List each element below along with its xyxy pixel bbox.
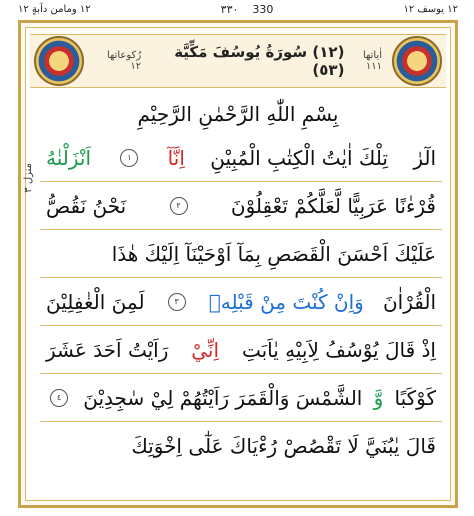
- verse-segment: الٓرٰ: [413, 145, 436, 170]
- verse-line: [40, 278, 442, 326]
- verse-segment: رَاَيْتُ اَحَدَ عَشَرَ: [46, 337, 169, 362]
- verse-segment: وَّ: [373, 385, 384, 410]
- header-right-label: ١٢ يوسف ١٢: [403, 3, 458, 15]
- verse-line: [40, 230, 442, 278]
- ornament-medallion-left-icon: [34, 36, 84, 86]
- header-left-label: ١٢ ومامن دآبةٍ ١٢: [18, 3, 91, 15]
- verse-segment: اَنْزَلْنٰهُ: [46, 145, 92, 170]
- ayah-number-marker: ١: [120, 149, 138, 167]
- ayah-number-marker: ٤: [50, 389, 68, 407]
- verse-line: [40, 326, 442, 374]
- ruku-count-label: رُكوعاتها ١٢: [106, 50, 142, 72]
- ayah-number-marker: ٣: [168, 293, 186, 311]
- verse-lines: [40, 134, 442, 470]
- page-header: [18, 0, 458, 18]
- basmala: بِسْمِ اللّٰهِ الرَّحْمٰنِ الرَّحِيْمِ: [137, 102, 339, 126]
- surah-title: (١٢) سُورَةُ يُوسُفَ مَكِّيَّة (٥٣): [174, 43, 345, 79]
- verse-segment: كَوْكَبًا: [394, 385, 436, 410]
- verse-segment: اِذْ قَالَ يُوْسُفُ لِاَبِيْهِ يٰاَبَتِ: [241, 337, 436, 362]
- verse-line: [40, 134, 442, 182]
- verse-line: [40, 374, 442, 422]
- verse-segment: عَلَيْكَ اَحْسَنَ الْقَصَصِ بِمَآ اَوْحَيْنَآ اِلَيْكَ هٰذَا: [111, 241, 436, 266]
- verse-segment: اِنِّيْ: [191, 337, 220, 362]
- surah-header-text: [88, 43, 388, 79]
- page-number-arabic: ٣٣٠: [220, 2, 239, 16]
- verse-segment: قُرْءٰنًا عَرَبِيًّا لَّعَلَّكُمْ تَعْقِلُوْنَ: [230, 193, 436, 218]
- page-frame: [18, 20, 458, 508]
- page-number-group: [221, 3, 274, 16]
- page-inner: [25, 27, 451, 501]
- verse-segment: قَالَ يٰبُنَيَّ لَا تَقْصُصْ رُءْيَاكَ عَلٰٓى اِخْوَتِكَ: [131, 434, 436, 458]
- verse-segment: وَاِنْ كُنْتَ مِنْ قَبْلِهٖ: [208, 289, 364, 314]
- ayat-count-label: اٰياتها ١١١: [362, 50, 382, 72]
- ayah-number-marker: ٢: [170, 197, 188, 215]
- manzil-side-label: منزل ٣: [23, 163, 34, 193]
- verse-segment: اِنَّآ: [167, 145, 185, 170]
- verse-line: [40, 422, 442, 470]
- surah-header-band: [30, 34, 446, 88]
- verse-line: [40, 182, 442, 230]
- page-number: 330: [252, 2, 274, 16]
- verse-segment: الْقُرْاٰنَ: [382, 289, 436, 314]
- verse-segment: نَحْنُ نَقُصُّ: [46, 193, 127, 218]
- verse-segment: تِلْكَ اٰيٰتُ الْكِتٰبِ الْمُبِيْنِ: [210, 145, 388, 170]
- ornament-medallion-right-icon: [392, 36, 442, 86]
- verse-segment: لَمِنَ الْغٰفِلِيْنَ: [46, 289, 145, 314]
- verse-segment: الشَّمْسَ وَالْقَمَرَ رَاَيْتُهُمْ لِيْ سٰجِدِيْنَ: [83, 385, 363, 410]
